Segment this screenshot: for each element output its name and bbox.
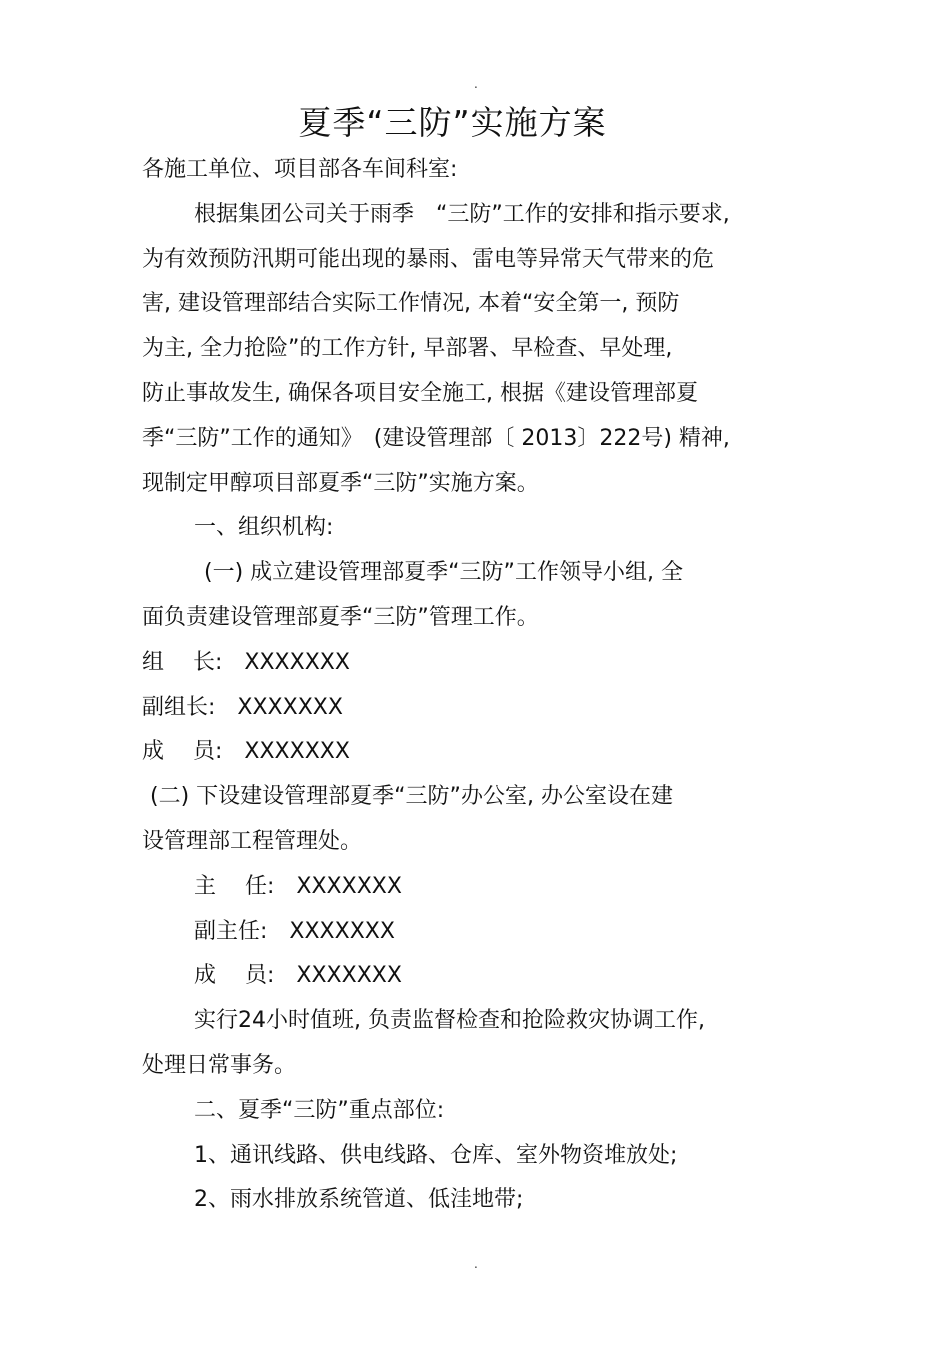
director-entry: 主 任: XXXXXXX <box>194 873 402 899</box>
paragraph-line: (二) 下设建设管理部夏季“三防”办公室, 办公室设在建 <box>150 784 673 810</box>
deputy-leader-entry: 副组长: XXXXXXX <box>142 694 343 720</box>
leader-entry: 组 长: XXXXXXX <box>142 649 350 675</box>
section-heading-key-areas: 二、夏季“三防”重点部位: <box>194 1097 445 1123</box>
paragraph-line: 根据集团公司关于雨季 “三防”工作的安排和指示要求, <box>194 201 730 227</box>
deputy-director-entry: 副主任: XXXXXXX <box>194 918 395 944</box>
member-entry: 成 员: XXXXXXX <box>142 739 350 765</box>
bottom-page-mark: . <box>474 1257 478 1271</box>
paragraph-line: 为主, 全力抢险”的工作方针, 早部署、早检查、早处理, <box>142 336 673 362</box>
paragraph-line: 为有效预防汛期可能出现的暴雨、雷电等异常天气带来的危 <box>142 246 715 272</box>
top-page-mark: . <box>474 77 478 91</box>
paragraph-line: 防止事故发生, 确保各项目安全施工, 根据《建设管理部夏 <box>142 380 698 406</box>
paragraph-line: 处理日常事务。 <box>142 1052 297 1078</box>
section-heading-organization: 一、组织机构: <box>194 515 334 541</box>
paragraph-line: 季“三防”工作的通知》 (建设管理部〔 2013〕222号) 精神, <box>142 425 730 451</box>
paragraph-line: 现制定甲醇项目部夏季“三防”实施方案。 <box>142 470 539 496</box>
office-member-entry: 成 员: XXXXXXX <box>194 963 402 989</box>
document-title: 夏季“三防”实施方案 <box>298 103 607 142</box>
paragraph-line: (一) 成立建设管理部夏季“三防”工作领导小组, 全 <box>204 560 683 586</box>
paragraph-line: 设管理部工程管理处。 <box>142 828 363 854</box>
salutation-line: 各施工单位、项目部各车间科室: <box>142 157 458 182</box>
list-item: 2、雨水排放系统管道、低洼地带; <box>194 1187 524 1213</box>
paragraph-line: 面负责建设管理部夏季“三防”管理工作。 <box>142 604 539 630</box>
paragraph-line: 实行24小时值班, 负责监督检查和抢险救灾协调工作, <box>194 1008 705 1034</box>
paragraph-line: 害, 建设管理部结合实际工作情况, 本着“安全第一, 预防 <box>142 291 680 317</box>
document-body <box>142 148 812 1223</box>
list-item: 1、通讯线路、供电线路、仓库、室外物资堆放处; <box>194 1142 678 1168</box>
